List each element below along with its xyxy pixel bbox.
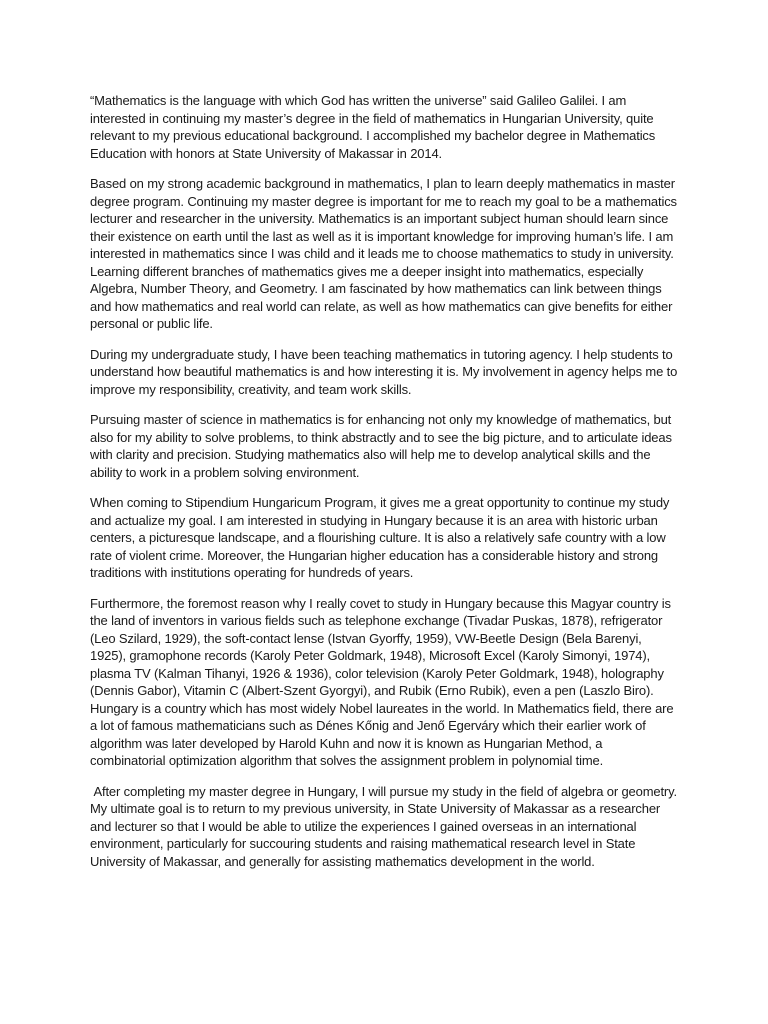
paragraph-future-plans: After completing my master degree in Hungary, I will pursue my study in the field of algebra or geometry. My ultimate goal is to return to my previous university, in State University of Makassar as a researcher and lecturer so that I would be able to utilize the experiences I gained overseas in an international environment, particularly for succouring students and raising mathematical research level in State University of Makassar, and generally for assisting mathematics development in the world. xyxy=(90,783,681,869)
paragraph-stipendium: When coming to Stipendium Hungaricum Program, it gives me a great opportunity to continue my study and actualize my goal. I am interested in studying in Hungary because it is an area with historic urban centers, a picturesque landscape, and a flourishing culture. It is also a relatively safe country with a low rate of violent crime. Moreover, the Hungarian higher education has a considerable history and strong traditions with institutions operating for hundreds of years. xyxy=(90,495,673,580)
paragraph-intro: “Mathematics is the language with which God has written the universe” said Galileo Galilei. I am interested in continuing my master’s degree in the field of mathematics in Hungarian University, quite relevant to my previous educational background. I accomplished my bachelor degree in Mathematics Education with honors at State University of Makassar in 2014. xyxy=(90,93,659,161)
paragraph-academic-background: Based on my strong academic background in mathematics, I plan to learn deeply mathematics in master degree program. Continuing my master degree is important for me to reach my goal to be a mathematics lecturer and researcher in the university. Mathematics is an important subject human should learn since their existence on earth until the last as well as it is important knowledge for improving human’s life. I am interested in mathematics since I was child and it leads me to choose mathematics to study in university. Learning different branches of mathematics gives me a deeper insight into mathematics, especially Algebra, Number Theory, and Geometry. I am fascinated by how mathematics can link between things and how mathematics and real world can relate, as well as how mathematics can give benefits for either personal or public life. xyxy=(90,176,681,331)
paragraph-tutoring: During my undergraduate study, I have been teaching mathematics in tutoring agency. I help students to understand how beautiful mathematics is and how interesting it is. My involvement in agency helps me to improve my responsibility, creativity, and team work skills. xyxy=(90,346,681,397)
document-body xyxy=(90,92,680,883)
paragraph-hungary-inventors: Furthermore, the foremost reason why I really covet to study in Hungary because this Magyar country is the land of inventors in various fields such as telephone exchange (Tivadar Puskas, 1878), refrigerator (Leo Szilard, 1929), the soft-contact lense (Istvan Gyorffy, 1959), VW-Beetle Design (Bela Barenyi, 1925), gramophone records (Karoly Peter Goldmark, 1948), Microsoft Excel (Karoly Simonyi, 1974), plasma TV (Kalman Tihanyi, 1926 & 1936), color television (Karoly Peter Goldmark, 1948), holography (Dennis Gabor), Vitamin C (Albert-Szent Gyorgyi), and Rubik (Erno Rubik), even a pen (Laszlo Biro). Hungary is a country which has most widely Nobel laureates in the world. In Mathematics field, there are a lot of famous mathematicians such as Dénes Kőnig and Jenő Egerváry which their earlier work of algorithm was later developed by Harold Kuhn and now it is known as Hungarian Method, a combinatorial optimization algorithm that solves the assignment problem in polynomial time. xyxy=(90,595,677,768)
paragraph-master-goals: Pursuing master of science in mathematics is for enhancing not only my knowledge of mathematics, but also for my ability to solve problems, to think abstractly and to see the big picture, and to articulate ideas with clarity and precision. Studying mathematics also will help me to develop analytical skills and the ability to work in a problem solving environment. xyxy=(90,412,676,480)
